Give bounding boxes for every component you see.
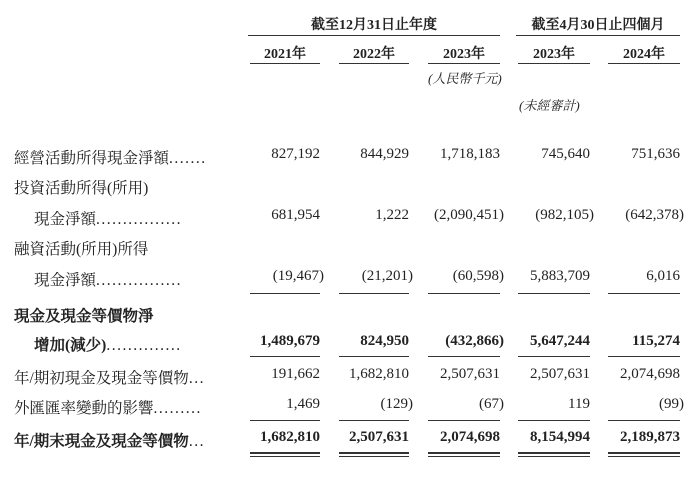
header-group-four-months: 截至4月30日止四個月: [531, 18, 665, 33]
total-rule: [608, 420, 680, 421]
cell-value: (642,378): [625, 207, 684, 223]
cell-value: 115,274: [632, 333, 680, 349]
cell-value: 5,647,244: [530, 333, 590, 349]
year-header-2021: 2021年: [264, 47, 306, 62]
row-label: 現金淨額................: [34, 211, 183, 228]
year-rule: [250, 63, 320, 64]
subtotal-rule: [608, 293, 680, 294]
cell-value: 1,469: [286, 396, 320, 412]
cell-value: (2,090,451): [434, 207, 504, 223]
row-label: 增加(減少)..............: [34, 337, 182, 354]
year-rule: [608, 63, 680, 64]
cell-value: (60,598): [452, 268, 504, 284]
cell-value: 8,154,994: [530, 429, 590, 445]
year-rule: [518, 63, 590, 64]
double-rule: [428, 456, 500, 457]
double-rule: [428, 452, 500, 454]
cell-value: 1,718,183: [440, 146, 500, 162]
row-label: 外匯匯率變動的影響.........: [14, 400, 202, 417]
cell-value: 1,682,810: [349, 366, 409, 382]
subtotal-rule: [250, 356, 320, 357]
double-rule: [250, 456, 320, 457]
cell-value: 5,883,709: [530, 268, 590, 284]
cell-value: (19,467): [272, 268, 324, 284]
double-rule: [518, 456, 590, 457]
row-label: 年/期末現金及現金等價物...: [14, 433, 205, 450]
double-rule: [518, 452, 590, 454]
cell-value: 2,189,873: [620, 429, 680, 445]
unaudited-note: (未經審計): [519, 98, 580, 113]
cell-value: 2,074,698: [440, 429, 500, 445]
header-group-rule: [516, 35, 680, 36]
cell-value: (432,866): [445, 333, 504, 349]
unit-note: (人民幣千元): [428, 71, 502, 86]
cell-value: 824,950: [360, 333, 409, 349]
double-rule: [339, 452, 409, 454]
double-rule: [339, 456, 409, 457]
cell-value: 2,507,631: [349, 429, 409, 445]
subtotal-rule: [428, 293, 500, 294]
subtotal-rule: [428, 356, 500, 357]
cell-value: 844,929: [360, 146, 409, 162]
year-header-2023: 2023年: [443, 47, 485, 62]
total-rule: [339, 420, 409, 421]
subtotal-rule: [518, 356, 590, 357]
header-group-rule: [248, 35, 500, 36]
cell-value: (129): [380, 396, 413, 412]
year-header-2022: 2022年: [353, 47, 395, 62]
cell-value: 1,489,679: [260, 333, 320, 349]
double-rule: [250, 452, 320, 454]
row-label: 融資活動(所用)所得: [14, 241, 149, 258]
row-label: 年/期初現金及現金等價物...: [14, 370, 205, 387]
cell-value: 745,640: [541, 146, 590, 162]
double-rule: [608, 452, 680, 454]
cell-value: 2,507,631: [530, 366, 590, 382]
subtotal-rule: [250, 293, 320, 294]
cell-value: (67): [479, 396, 504, 412]
subtotal-rule: [518, 293, 590, 294]
row-label: 現金淨額................: [34, 272, 183, 289]
total-rule: [250, 420, 320, 421]
cell-value: 1,222: [375, 207, 409, 223]
year-rule: [428, 63, 500, 64]
row-label: 現金及現金等價物淨: [14, 308, 154, 325]
cell-value: 751,636: [631, 146, 680, 162]
cell-value: 191,662: [271, 366, 320, 382]
cell-value: 827,192: [271, 146, 320, 162]
cell-value: 2,507,631: [440, 366, 500, 382]
cell-value: 2,074,698: [620, 366, 680, 382]
cell-value: (99): [659, 396, 684, 412]
total-rule: [518, 420, 590, 421]
header-group-year-end: 截至12月31日止年度: [311, 18, 437, 33]
row-label: 投資活動所得(所用): [14, 180, 149, 197]
year-header-2023-4m: 2023年: [533, 47, 575, 62]
subtotal-rule: [339, 293, 409, 294]
subtotal-rule: [339, 356, 409, 357]
cell-value: 1,682,810: [260, 429, 320, 445]
row-label: 經營活動所得現金淨額.......: [14, 150, 207, 167]
double-rule: [608, 456, 680, 457]
cell-value: (982,105): [535, 207, 594, 223]
cell-value: 681,954: [271, 207, 320, 223]
total-rule: [428, 420, 500, 421]
year-header-2024-4m: 2024年: [623, 47, 665, 62]
cell-value: 6,016: [646, 268, 680, 284]
cell-value: (21,201): [361, 268, 413, 284]
subtotal-rule: [608, 356, 680, 357]
year-rule: [339, 63, 409, 64]
cell-value: 119: [568, 396, 590, 412]
